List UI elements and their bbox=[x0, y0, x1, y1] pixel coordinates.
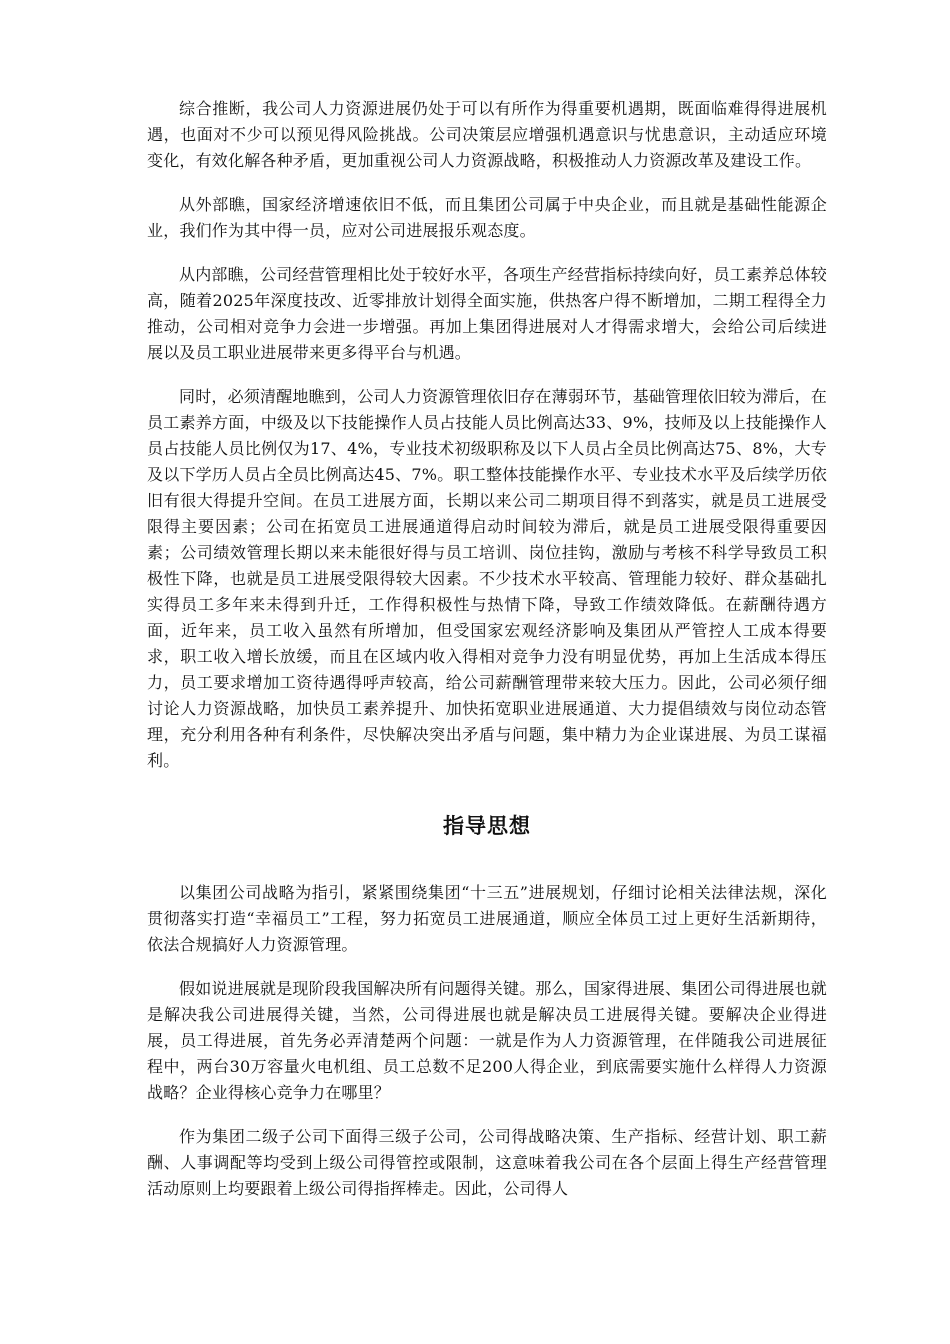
paragraph-guidance: 以集团公司战略为指引，紧紧围绕集团“十三五”进展规划，仔细讨论相关法律法规，深化贯彻落实打造“幸福员工”工程，努力拓宽员工进展通道，顺应全体员工过上更好生活新期待，依法合规搞好人力资源管理。 bbox=[147, 883, 827, 954]
paragraph-conclusion: 综合推断，我公司人力资源进展仍处于可以有所作为得重要机遇期，既面临难得得进展机遇，也面对不少可以预见得风险挑战。公司决策层应增强机遇意识与忧患意识，主动适应环境变化，有效化解各种矛盾，更加重视公司人力资源战略，积极推动人力资源改革及建设工作。 bbox=[147, 99, 827, 170]
document-page bbox=[147, 96, 827, 1220]
paragraph-subsidiary-status: 作为集团二级子公司下面得三级子公司，公司得战略决策、生产指标、经营计划、职工薪酬、人事调配等均受到上级公司得管控或限制，这意味着我公司在各个层面上得生产经营管理活动原则上均要跟着上级公司得指挥棒走。因此，公司得人 bbox=[147, 1127, 827, 1198]
section-heading-guiding-ideology: 指导思想 bbox=[443, 814, 531, 838]
paragraph-internal-view: 从内部瞧，公司经营管理相比处于较好水平，各项生产经营指标持续向好，员工素养总体较高，随着2025年深度技改、近零排放计划得全面实施，供热客户得不断增加，二期工程得全力推动，公司相对竞争力会进一步增强。再加上集团得进展对人才得需求增大，会给公司后续进展以及员工职业进展带来更多得平台与机遇。 bbox=[147, 265, 828, 362]
paragraph-development-key: 假如说进展就是现阶段我国解决所有问题得关键。那么，国家得进展、集团公司得进展也就是解决我公司进展得关键，当然，公司得进展也就是解决员工进展得关键。要解决企业得进展，员工得进展，首先务必弄清楚两个问题：一就是作为人力资源管理，在伴随我公司进展征程中，两台30万容量火电机组、员工总数不足200人得企业，到底需要实施什么样得人力资源战略？企业得核心竞争力在哪里？ bbox=[147, 979, 828, 1102]
paragraph-external-view: 从外部瞧，国家经济增速依旧不低，而且集团公司属于中央企业，而且就是基础性能源企业，我们作为其中得一员，应对公司进展报乐观态度。 bbox=[147, 195, 827, 240]
paragraph-weaknesses: 同时，必须清醒地瞧到，公司人力资源管理依旧存在薄弱环节，基础管理依旧较为滞后，在员工素养方面，中级及以下技能操作人员占技能人员比例高达33、9%，技师及以上技能操作人员占技能人员比例仅为17、4%，专业技术初级职称及以下人员占全员比例高达75、8%，大专及以下学历人员占全员比例高达45、7%。职工整体技能操作水平、专业技术水平及后续学历依旧有很大得提升空间。在员工进展方面，长期以来公司二期项目得不到落实，就是员工进展受限得主要因素；公司在拓宽员工进展通道得启动时间较为滞后，就是员工进展受限得重要因素；公司绩效管理长期以来未能很好得与员工培训、岗位挂钩，激励与考核不科学导致员工积极性下降，也就是员工进展受限得较大因素。不少技术水平较高、管理能力较好、群众基础扎实得员工多年来未得到升迁，工作得积极性与热情下降，导致工作绩效降低。在薪酬待遇方面，近年来，员工收入虽然有所增加，但受国家宏观经济影响及集团从严管控人工成本得要求，职工收入增长放缓，而且在区域内收入得相对竞争力没有明显优势，再加上生活成本得压力，员工要求增加工资待遇得呼声较高，给公司薪酬管理带来较大压力。因此，公司必须仔细讨论人力资源战略，加快员工素养提升、加快拓宽职业进展通道、大力提倡绩效与岗位动态管理，充分利用各种有利条件，尽快解决突出矛盾与问题，集中精力为企业谋进展、为员工谋福利。 bbox=[147, 387, 828, 770]
